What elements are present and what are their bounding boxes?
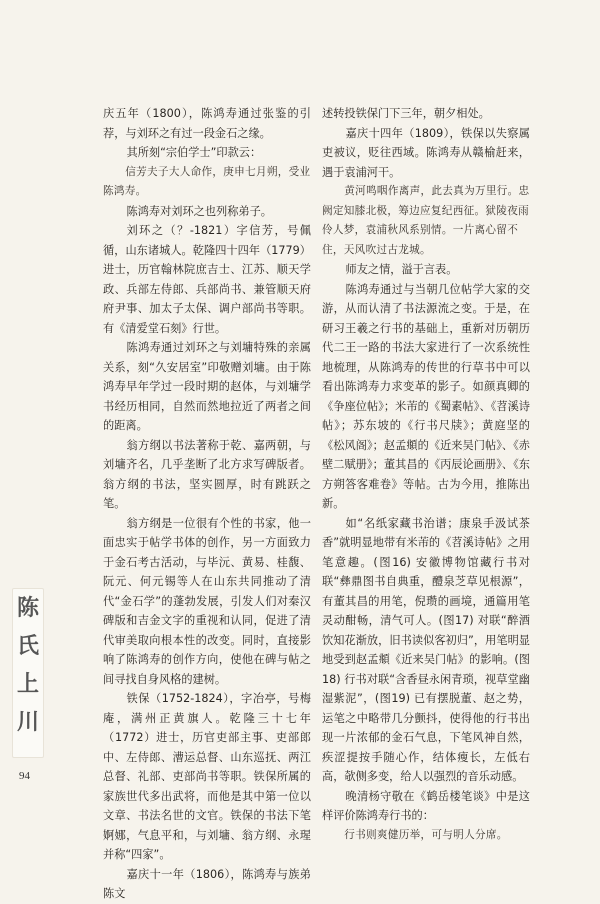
seal-char: 陈	[16, 595, 39, 621]
body-paragraph: 翁方纲是一位很有个性的书家，他一面忠实于帖学书体的创作，另一方面致力于金石考古活动，与毕沅、黄易、桂馥、阮元、何元锡等人在山东共同推动了清代“金石学”的蓬勃发展，引发人们对秦汉碑版和吉金文字的重视和认同，促进了清代审美取向根本性的改变。同时，直接影响了陈鸿寿的创作方向，使他在碑与帖之间寻找自身风格的建树。	[103, 516, 311, 686]
quote-paragraph: 信芳夫子大人命作，庚申七月朔，受业陈鸿寿。	[103, 165, 311, 197]
left-text-column	[103, 104, 311, 904]
vertical-seal-logo	[12, 588, 44, 758]
quote-paragraph: 行书则爽健历举，可与明人分席。	[344, 828, 508, 841]
body-paragraph: 铁保（1752-1824），字冶亭，号梅庵，满州正黄旗人。乾隆三十七年（1772）进士，历官吏部主事、吏部郎中、左侍郎、漕运总督、山东巡抚、两江总督、礼部、吏部尚书等职。铁保所属的家族世代多出武将，而他是其中第一位以文章、书法名世的文官。铁保的书法下笔婀娜，气息平和，与刘墉、翁方纲、永瑆并称“四家”。	[103, 692, 311, 861]
seal-char: 氏	[16, 633, 39, 659]
body-paragraph: 陈鸿寿通过刘环之与刘墉特殊的亲属关系，刻“久安居室”印敬赠刘墉。由于陈鸿寿早年学过一段时期的赵体，与刘墉学书经历相同，自然而然地拉近了两者之间的距离。	[103, 341, 311, 432]
body-paragraph: 嘉庆十一年（1806），陈鸿寿与族弟陈文	[103, 867, 311, 900]
page-number: 94	[19, 770, 30, 782]
seal-char: 上	[16, 671, 39, 697]
seal-char: 川	[16, 709, 39, 735]
body-paragraph: 刘环之（？-1821）字信芳，号佩循，山东诸城人。乾隆四十四年（1779）进士，历官翰林院庶吉士、江苏、顺天学政、兵部左侍郎、兵部尚书、兼管顺天府府尹事、加太子太保、调户部尚书等职。有《清爱堂石刻》行世。	[103, 224, 311, 335]
body-paragraph: 述转投铁保门下三年，朝夕相处。	[322, 107, 490, 120]
body-paragraph: 如“名纸家藏书治谱；康泉手汲试茶香”就明显地带有米芾的《苕溪诗帖》之用笔意趣。(图16) 安徽博物馆藏行书对联“彝鼎图书自典重，醴泉芝草见根源”，有董其昌的用笔，倪瓒的画境，通篇用笔灵动酣畅，清气可人。(图17) 对联“醉酒饮知花渐放，旧书读似客初归”，用笔明显地受到赵孟頫《近来吴门帖》的影响。(图18) 行书对联“含香昼永闲青琐，视草堂幽湿紫泥”，(图19) 已有摆脱董、赵之势，运笔之中略带几分颤抖，使得他的行书出现一片浓郁的金石气息，下笔风神自然，疾涩提按手随心作，结体瘦长，左低右高，欹侧多变，给人以强烈的音乐动感。	[322, 516, 530, 783]
body-paragraph: 翁方纲以书法著称于乾、嘉两朝，与刘墉齐名，几乎垄断了北方求写碑版者。翁方纲的书法，坚实圆厚，时有跳跃之笔。	[103, 438, 311, 510]
body-paragraph: 师友之情，溢于言表。	[345, 263, 458, 276]
body-paragraph: 陈鸿寿通过与当朝几位帖学大家的交游，从而认清了书法源流之变。于是，在研习王羲之行书的基础上，重新对历朝历代二王一路的书法大家进行了一次系统性地梳理，从陈鸿寿的传世的行草书中可以看出陈鸿寿力求变革的影子。如颜真卿的《争座位帖》；米芾的《蜀素帖》、《苕溪诗帖》；苏东坡的《行书尺牍》；黄庭坚的《松风阁》；赵孟頫的《近来吴门帖》、《赤壁二赋册》；董其昌的《丙辰论画册》、《东方朔答客难卷》等帖。古为今用，推陈出新。	[322, 282, 530, 510]
body-paragraph: 嘉庆十四年（1809），铁保以失察属吏被议，贬往西域。陈鸿寿从赣榆赶来，遇于袁浦河干。	[322, 126, 530, 179]
body-paragraph: 晚清杨守敬在《鹤岳楼笔谈》中是这样评价陈鸿寿行书的：	[322, 789, 530, 822]
body-paragraph: 其所刻“宗伯学士”印款云：	[126, 146, 262, 159]
quote-paragraph: 黄河鸣咽作离声，此去真为万里行。忠阙定知膝北极，筹边应复纪西征。狱陵夜雨伶人梦，袁浦秋风系别情。一片离心留不住，天风吹过古龙城。	[322, 185, 530, 256]
right-text-column	[322, 104, 530, 845]
body-paragraph: 庆五年（1800），陈鸿寿通过张鉴的引荐，与刘环之有过一段金石之缘。	[103, 107, 311, 140]
body-paragraph: 陈鸿寿对刘环之也列称弟子。	[126, 204, 272, 218]
